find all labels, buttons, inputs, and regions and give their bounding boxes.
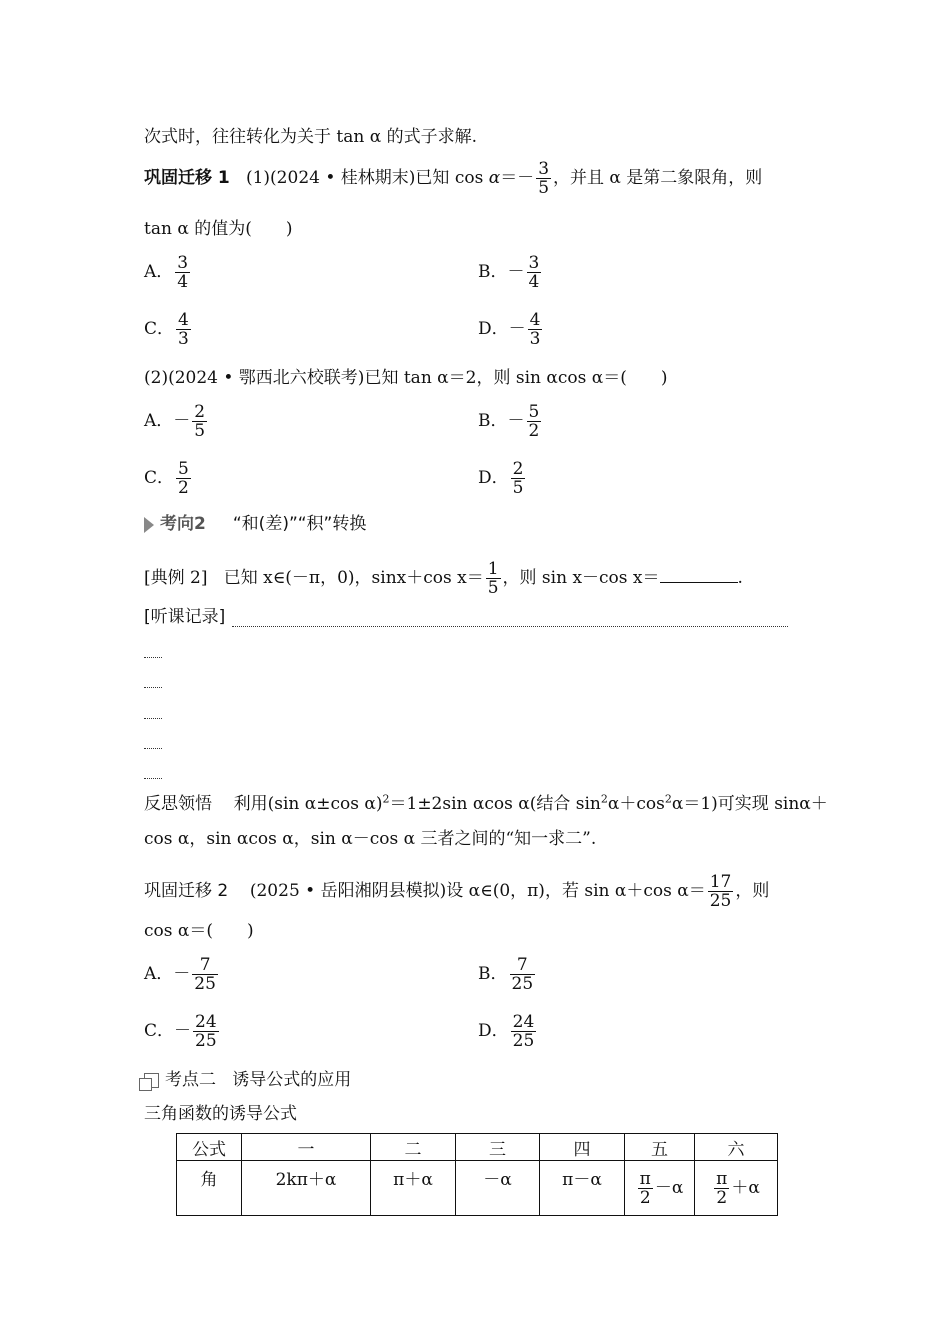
exercise1-label: 巩固迁移 1 xyxy=(144,168,230,188)
table-row xyxy=(177,1161,778,1216)
header-cell: 三 xyxy=(456,1134,540,1161)
reflection-line1: 反思领悟 利用(sin α±cos α)$^2$＝1±2sin αcos α(结合 $\sin^2\alpha+\cos^2\alpha=1$)可实现 sinα＋ xyxy=(144,792,828,814)
q2-option-a: A．－ $\frac{2}{5}$ xyxy=(144,402,206,441)
q1-eq: ＝－ xyxy=(500,168,535,188)
answer-blank xyxy=(660,568,738,583)
example2-text-a: 已知 x∈(－π，0)，sinx＋cos x＝ xyxy=(223,568,484,588)
ex2-option-a: A．－ $\frac{7}{25}$ xyxy=(144,955,216,994)
angle-cell: $\frac{\pi}{2}$ －α xyxy=(625,1161,695,1216)
direction2-tag: 考向2 xyxy=(160,514,206,534)
notes-line xyxy=(144,718,162,719)
example2-text-b: ，则 sin x－cos x＝ xyxy=(502,568,660,588)
angle-cell: $\frac{\pi}{2}$ ＋α xyxy=(695,1161,778,1216)
header-cell: 一 xyxy=(242,1134,371,1161)
example2-fraction: $\frac{1}{5}$ xyxy=(487,559,499,598)
header-cell: 二 xyxy=(371,1134,456,1161)
notes-line xyxy=(144,748,162,749)
point2-tag: 考点二 xyxy=(165,1070,216,1090)
row-label-cell: 角 xyxy=(177,1161,242,1216)
q2-option-b: B．－ $\frac{5}{2}$ xyxy=(478,402,540,441)
q1-suffix: ，并且 α 是第二象限角，则 xyxy=(553,168,763,188)
ex2-option-d: D． $\frac{24}{25}$ xyxy=(478,1012,535,1051)
q1-option-c: C． $\frac{4}{3}$ xyxy=(144,310,189,349)
ex2-option-b: B． $\frac{7}{25}$ xyxy=(478,955,534,994)
angle-cell: π－α xyxy=(540,1161,625,1216)
q2-option-d: D． $\frac{2}{5}$ xyxy=(478,459,524,498)
table-header-row xyxy=(177,1134,778,1161)
exercise2-line2: cos α＝( ) xyxy=(144,921,254,941)
point2-title: 诱导公式的应用 xyxy=(232,1070,352,1090)
q1-option-a: A． $\frac{3}{4}$ xyxy=(144,253,189,292)
header-cell: 四 xyxy=(540,1134,625,1161)
notes-line xyxy=(144,657,162,658)
subheading: 三角函数的诱导公式 xyxy=(144,1104,297,1124)
angle-cell: －α xyxy=(456,1161,540,1216)
q2-option-c: C． $\frac{5}{2}$ xyxy=(144,459,189,498)
ex2-option-c: C．－ $\frac{24}{25}$ xyxy=(144,1012,217,1051)
exercise2-fraction: $\frac{17}{25}$ xyxy=(709,872,732,911)
notes-label: [听课记录] xyxy=(144,607,226,627)
exercise2-label: 巩固迁移 2 xyxy=(144,881,229,901)
header-cell: 公式 xyxy=(177,1134,242,1161)
reflection-line2: cos α，sin αcos α，sin α－cos α 三者之间的“知一求二”. xyxy=(144,829,597,849)
q1-option-b: B．－ $\frac{3}{4}$ xyxy=(478,253,540,292)
angle-cell: 2kπ＋α xyxy=(242,1161,371,1216)
q1-fraction: $\frac{3}{5}$ xyxy=(538,159,550,198)
notes-line xyxy=(144,778,162,779)
induction-formula-table xyxy=(176,1133,778,1216)
intro-line: 次式时，往往转化为关于 tan α 的式子求解. xyxy=(144,127,478,147)
exercise1-question1 xyxy=(144,160,762,197)
triangle-marker-icon xyxy=(144,517,154,533)
notes-line xyxy=(144,687,162,688)
direction2-title: “和(差)”“积”转换 xyxy=(232,514,367,534)
angle-cell: π＋α xyxy=(371,1161,456,1216)
q1-line2: tan α 的值为( ) xyxy=(144,219,293,239)
direction2-heading xyxy=(144,513,366,535)
q1-alpha: α xyxy=(488,168,501,188)
notes-line xyxy=(232,626,788,627)
point2-heading xyxy=(144,1069,351,1091)
q2-text: (2)(2024 • 鄂西北六校联考)已知 tan α＝2，则 sin αcos α＝( ) xyxy=(144,368,668,388)
q1-prefix: (1)(2024 • 桂林期末)已知 cos xyxy=(245,168,489,188)
header-cell: 五 xyxy=(625,1134,695,1161)
q1-option-d: D．－ $\frac{4}{3}$ xyxy=(478,310,541,349)
exercise2-question: 巩固迁移 2 (2025 • 岳阳湘阴县模拟)设 α∈(0，π)，若 sin α＋cos α＝ $\frac{17}{25}$ ，则 xyxy=(144,872,770,911)
section-box-icon xyxy=(144,1073,159,1088)
example2-label: [典例 2] xyxy=(144,568,208,588)
reflection-label: 反思领悟 xyxy=(144,794,212,814)
header-cell: 六 xyxy=(695,1134,778,1161)
example2: [典例 2] 已知 x∈(－π，0)，sinx＋cos x＝ $\frac{1}{5}$ ，则 sin x－cos x＝ . xyxy=(144,559,743,598)
